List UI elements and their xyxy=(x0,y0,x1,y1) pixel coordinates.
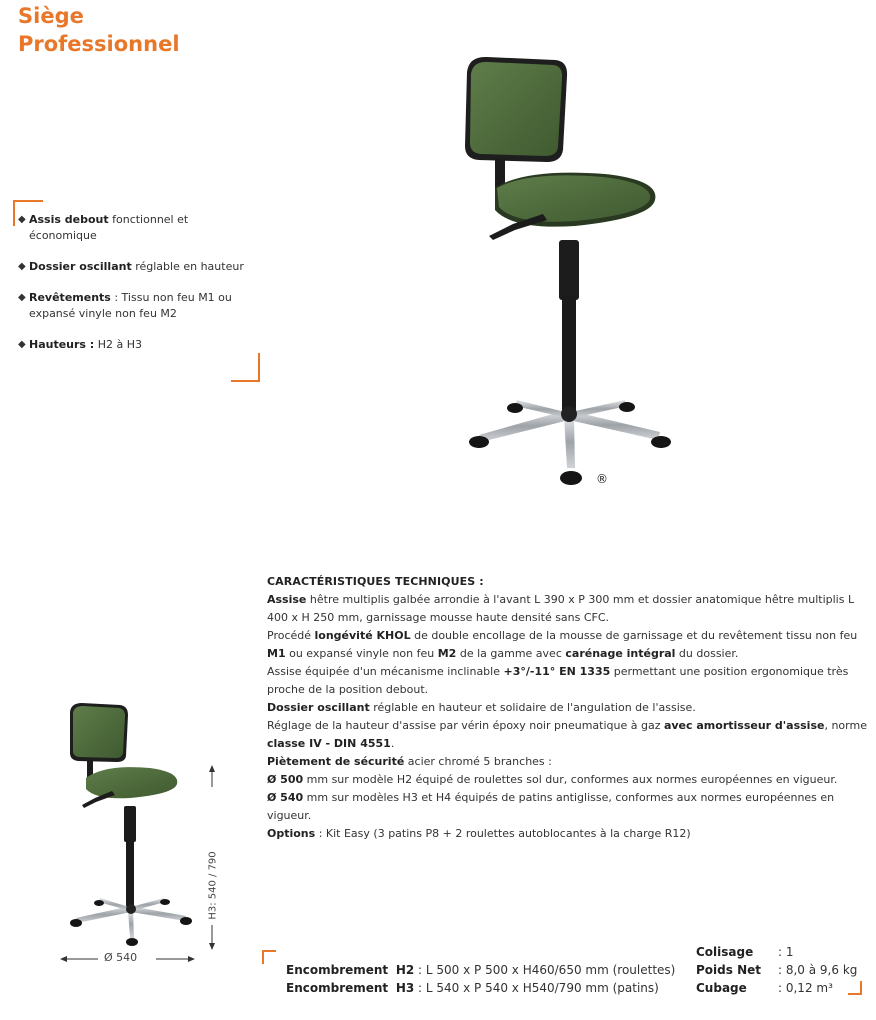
packaging-block xyxy=(696,943,857,997)
encombrement-block xyxy=(286,961,675,997)
height-dimension-label: H3: 540 / 790 xyxy=(207,851,219,920)
feature-item xyxy=(18,337,258,353)
spec-bold: avec amortisseur d'assise xyxy=(663,719,825,732)
enc-value: : L 500 x P 500 x H460/650 mm (roulettes) xyxy=(414,963,676,977)
spec-text: . xyxy=(390,737,395,750)
chair-illustration-large xyxy=(455,50,695,490)
enc-value: : L 540 x P 540 x H540/790 mm (patins) xyxy=(414,981,659,995)
diamond-bullet-icon: ◆ xyxy=(18,292,26,303)
spec-reglage xyxy=(267,717,867,753)
title-line-2: Professionnel xyxy=(18,32,180,56)
spec-bold: M1 xyxy=(267,647,286,660)
registered-mark: ® xyxy=(596,472,608,486)
spec-text: de la gamme avec xyxy=(456,647,566,660)
spec-bold: Ø 540 xyxy=(267,791,304,804)
page-title xyxy=(18,2,180,58)
spec-text: mm sur modèle H2 équipé de roulettes sol dur, conformes aux normes européennes en vigueur. xyxy=(303,773,838,786)
spec-bold: classe IV - DIN 4551 xyxy=(267,737,391,750)
spec-bold: M2 xyxy=(437,647,457,660)
spec-text: hêtre multiplis galbée arrondie à l'avant L 390 x P 300 mm et dossier anatomique hêtre multiplis L 400 x H 250 mm, garnissage mousse haute densité sans CFC. xyxy=(267,593,855,624)
spec-text: réglable en hauteur et solidaire de l'angulation de l'assise. xyxy=(369,701,696,714)
packaging-row xyxy=(696,943,857,961)
encombrement-row-h3 xyxy=(286,979,675,997)
feature-text: : Tissu non feu M1 ou expansé vinyle non feu M2 xyxy=(29,291,232,320)
spec-assise xyxy=(267,591,867,627)
pack-value: : 0,12 m³ xyxy=(778,981,833,995)
spec-options xyxy=(267,825,867,843)
spec-pietement xyxy=(267,753,867,771)
spec-text: Assise équipée d'un mécanisme inclinable xyxy=(267,665,504,678)
feature-bold: Hauteurs : xyxy=(29,338,95,351)
enc-model: H2 xyxy=(395,963,415,977)
spec-bold: longévité KHOL xyxy=(314,629,411,642)
packaging-row xyxy=(696,979,857,997)
spec-procede xyxy=(267,627,867,663)
spec-text: Procédé xyxy=(267,629,315,642)
feature-bold: Assis debout xyxy=(29,213,109,226)
diamond-bullet-icon: ◆ xyxy=(18,214,26,225)
spec-bold: carénage intégral xyxy=(565,647,676,660)
spec-text: ou expansé vinyle non feu xyxy=(285,647,438,660)
pack-label: Colisage xyxy=(696,945,754,959)
feature-bold: Revêtements xyxy=(29,291,111,304)
chair-illustration-small xyxy=(60,700,200,950)
feature-text: réglable en hauteur xyxy=(131,260,244,273)
diameter-dimension-label: Ø 540 xyxy=(104,951,138,964)
pack-label: Poids Net xyxy=(696,963,761,977)
corner-bracket-bottom-left xyxy=(262,950,276,964)
enc-label: Encombrement xyxy=(286,963,389,977)
spec-text: : Kit Easy (3 patins P8 + 2 roulettes autoblocantes à la charge R12) xyxy=(315,827,691,840)
feature-item xyxy=(18,212,258,244)
spec-bold: Ø 500 xyxy=(267,773,304,786)
spec-bold: Piètement de sécurité xyxy=(267,755,405,768)
spec-text: mm sur modèles H3 et H4 équipés de patins antiglisse, conformes aux normes européennes en vigueur. xyxy=(267,791,835,822)
spec-d540 xyxy=(267,789,867,825)
feature-text: fonctionnel et économique xyxy=(29,213,189,242)
spec-dossier xyxy=(267,699,867,717)
spec-text: permettant une position ergonomique très proche de la position debout. xyxy=(267,665,849,696)
enc-label: Encombrement xyxy=(286,981,389,995)
diamond-bullet-icon: ◆ xyxy=(18,261,26,272)
pack-label: Cubage xyxy=(696,981,747,995)
spec-text: de double encollage de la mousse de garnissage et du revêtement tissu non feu xyxy=(410,629,858,642)
feature-text: H2 à H3 xyxy=(94,338,142,351)
spec-text: acier chromé 5 branches : xyxy=(404,755,552,768)
spec-bold: Assise xyxy=(267,593,307,606)
spec-bold: Dossier oscillant xyxy=(267,701,370,714)
specs-heading: CARACTÉRISTIQUES TECHNIQUES : xyxy=(267,575,484,588)
spec-bold: Options xyxy=(267,827,316,840)
title-line-1: Siège xyxy=(18,4,84,28)
spec-text: Réglage de la hauteur d'assise par vérin époxy noir pneumatique à gaz xyxy=(267,719,664,732)
pack-value: : 1 xyxy=(778,945,794,959)
feature-list xyxy=(18,212,258,368)
feature-bold: Dossier oscillant xyxy=(29,260,132,273)
feature-item xyxy=(18,259,258,275)
feature-item xyxy=(18,290,258,322)
enc-model: H3 xyxy=(395,981,415,995)
spec-mecanisme xyxy=(267,663,867,699)
pack-value: : 8,0 à 9,6 kg xyxy=(778,963,858,977)
spec-bold: +3°/-11° EN 1335 xyxy=(503,665,611,678)
spec-d500 xyxy=(267,771,867,789)
encombrement-row-h2 xyxy=(286,961,675,979)
spec-text: , norme xyxy=(824,719,867,732)
diamond-bullet-icon: ◆ xyxy=(18,339,26,350)
packaging-row xyxy=(696,961,857,979)
technical-specs xyxy=(267,573,867,843)
spec-text: du dossier. xyxy=(675,647,739,660)
